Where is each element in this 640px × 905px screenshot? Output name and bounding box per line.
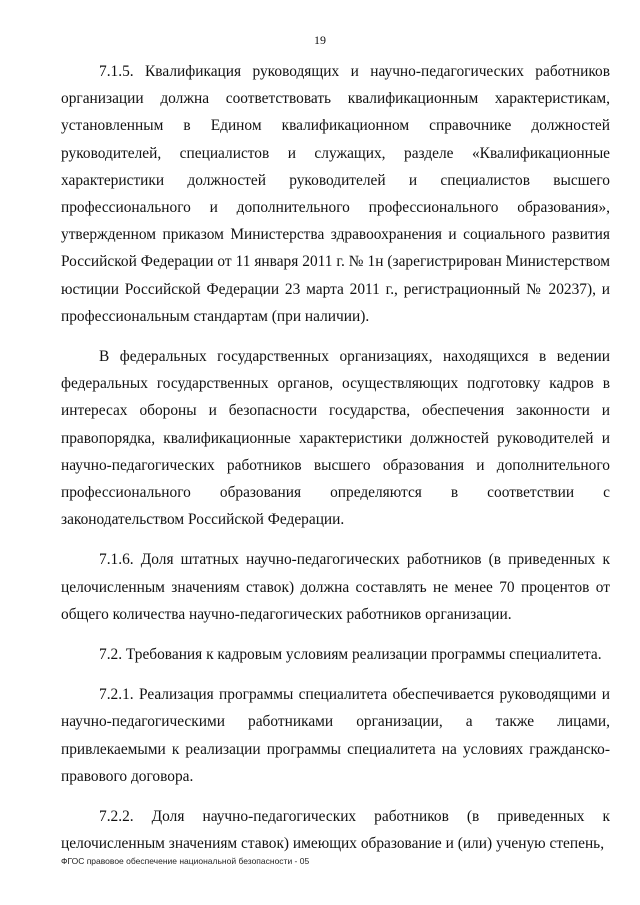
paragraph-7-2-2: 7.2.2. Доля научно-педагогических работников (в приведенных к целочисленным значениям ставок) имеющих образование и (или) ученую степень, (61, 808, 610, 853)
page-number: 19 (314, 33, 326, 47)
paragraph-7-1-6: 7.1.6. Доля штатных научно-педагогических работников (в приведенных к целочисленным значениям ставок) должна составлять не менее 70 процентов от общего количества научно-педагогических работников организации. (61, 551, 610, 623)
paragraph-federal-organizations: В федеральных государственных организациях, находящихся в ведении федеральных государственных органов, осуществляющих подготовку кадров в интересах обороны и безопасности государства, обеспечения законности и правопорядка, квалификационные характеристики должностей руководителей и научно-педагогических работников высшего образования и дополнительного профессионального образования определяются в соответствии с законодательством Российской Федерации. (61, 348, 610, 529)
document-body (61, 58, 610, 857)
paragraph-7-2-1: 7.2.1. Реализация программы специалитета обеспечивается руководящими и научно-педагогическими работниками организации, а также лицами, привлекаемыми к реализации программы специалитета на условиях гражданско-правового договора. (61, 686, 610, 785)
paragraph-7-1-5: 7.1.5. Квалификация руководящих и научно-педагогических работников организации должна соответствовать квалификационным характеристикам, установленным в Едином квалификационном справочнике должностей руководителей, специалистов и служащих, разделе «Квалификационные характеристики должностей руководителей и специалистов высшего профессионального и дополнительного профессионального образования», утвержденном приказом Министерства здравоохранения и социального развития Российской Федерации от 11 января 2011 г. № 1н (зарегистрирован Министерством юстиции Российской Федерации 23 марта 2011 г., регистрационный № 20237), и профессиональным стандартам (при наличии). (61, 63, 610, 325)
page-footer: ФГОС правовое обеспечение национальной безопасности - 05 (61, 856, 310, 866)
paragraph-7-2: 7.2. Требования к кадровым условиям реализации программы специалитета. (99, 646, 602, 664)
